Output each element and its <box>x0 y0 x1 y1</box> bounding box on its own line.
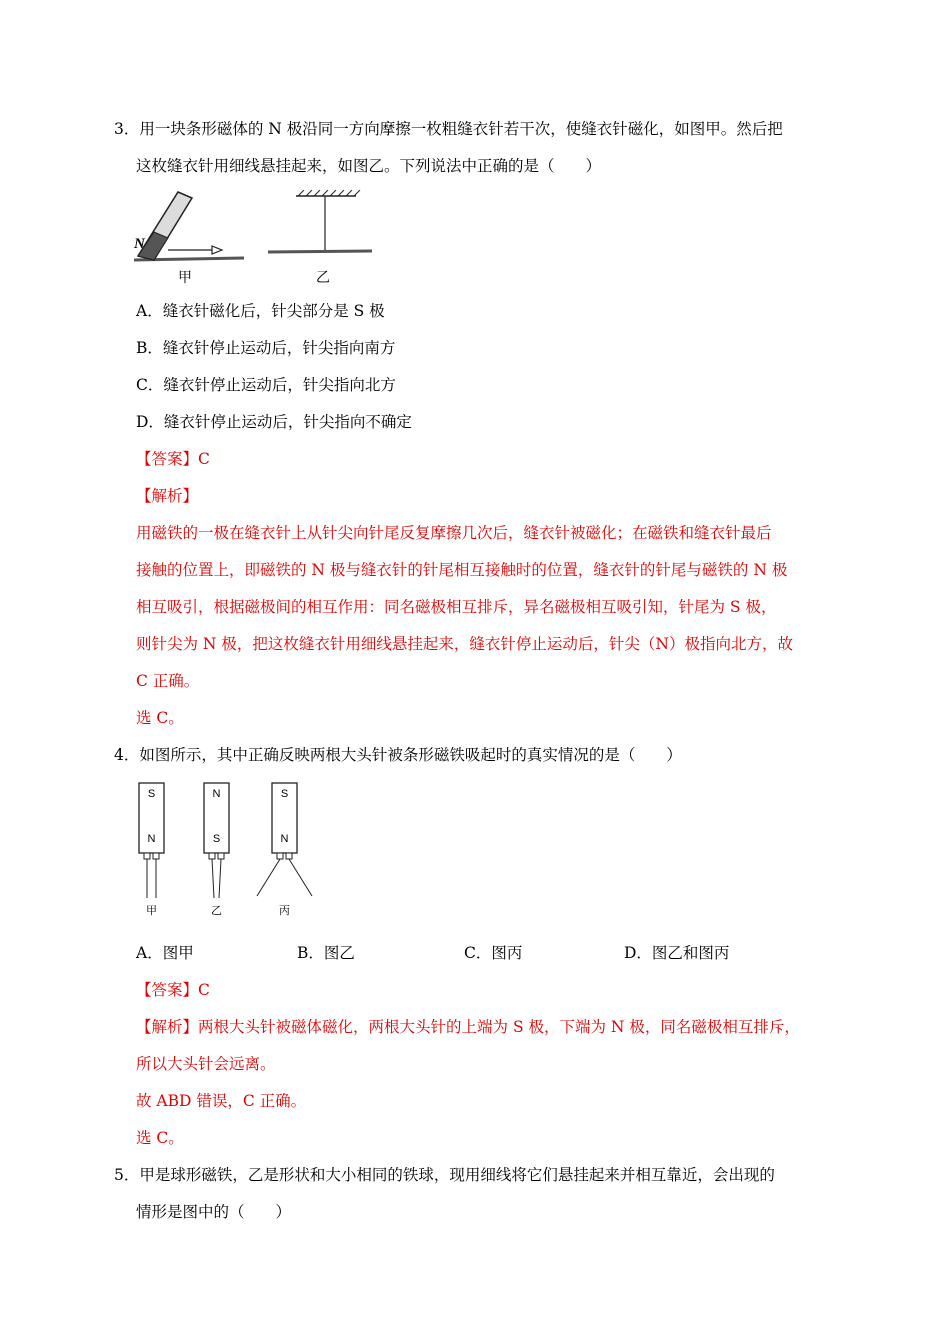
magnet-top-pole: S <box>280 788 289 800</box>
q3-analysis-line3: 相互吸引，根据磁极间的相互作用：同名磁极相互排斥，异名磁极相互吸引知，针尾为 S 极， <box>136 598 777 616</box>
q4-conclusion: 选 C。 <box>136 1129 184 1147</box>
q4-stem: 4．如图所示，其中正确反映两根大头针被条形磁铁吸起时的真实情况的是（ ） <box>114 746 682 764</box>
pin-head-left <box>277 853 283 859</box>
pin-head-right <box>286 853 292 859</box>
magnet-top-pole: S <box>147 788 156 800</box>
q3-figure <box>132 190 382 290</box>
q4-figure <box>132 780 322 920</box>
pin-head-right <box>218 853 224 859</box>
q4-magnet-jia <box>139 783 164 917</box>
pin-right <box>219 859 221 898</box>
analysis-tag: 【解析】 <box>136 1018 199 1036</box>
q3-option-d: D．缝衣针停止运动后，针尖指向不确定 <box>136 413 412 431</box>
q3-analysis-line5: C 正确。 <box>136 672 200 690</box>
q4-magnet-bing <box>257 783 312 917</box>
q3-stem-line1: 3．用一块条形磁体的 N 极沿同一方向摩擦一枚粗缝衣针若干次，使缝衣针磁化，如图甲。然后把 <box>114 120 783 138</box>
q3-option-c: C．缝衣针停止运动后，针尖指向北方 <box>136 376 396 394</box>
magnet-bottom-pole: S <box>212 833 221 845</box>
pin-head-left <box>144 853 150 859</box>
caption: 丙 <box>279 904 290 917</box>
fig-label-n: N <box>134 236 145 252</box>
pin-right <box>289 859 312 896</box>
answer-value: C <box>198 450 210 468</box>
q4-option-b: B．图乙 <box>297 944 355 962</box>
q3-conclusion: 选 C。 <box>136 709 184 727</box>
pin-head-right <box>153 853 159 859</box>
answer-tag: 【答案】 <box>136 981 199 999</box>
q3-option-b: B．缝衣针停止运动后，针尖指向南方 <box>136 339 396 357</box>
magnet-bottom-pole: N <box>147 833 156 845</box>
q5-stem-line1: 5．甲是球形磁铁，乙是形状和大小相同的铁球，现用细线将它们悬挂起来并相互靠近，会出现的 <box>114 1166 775 1184</box>
q3-analysis-tag: 【解析】 <box>136 487 199 505</box>
q4-answer <box>136 979 210 1001</box>
analysis-text: 两根大头针被磁体磁化，两根大头针的上端为 S 极，下端为 N 极，同名磁极相互排斥， <box>198 1018 800 1036</box>
needle-yi <box>268 251 372 252</box>
q3-stem-line2: 这枚缝衣针用细线悬挂起来，如图乙。下列说法中正确的是（ ） <box>136 157 602 175</box>
ceiling-hatch <box>298 190 360 196</box>
q5-stem-line2: 情形是图中的（ ） <box>136 1203 292 1221</box>
q3-analysis-line2: 接触的位置上，即磁铁的 N 极与缝衣针的针尾相互接触时的位置，缝衣针的针尾与磁铁的 N 极 <box>136 561 788 579</box>
pin-left <box>212 859 214 898</box>
answer-tag: 【答案】 <box>136 450 199 468</box>
q3-analysis-line4: 则针尖为 N 极，把这枚缝衣针用细线悬挂起来，缝衣针停止运动后，针尖（N）极指向北方，故 <box>136 635 793 653</box>
q4-option-c: C．图丙 <box>464 944 523 962</box>
q3-answer <box>136 448 210 470</box>
pin-left <box>257 859 280 896</box>
q4-option-d: D．图乙和图丙 <box>624 944 730 962</box>
pin-head-left <box>209 853 215 859</box>
magnet-bottom-pole: N <box>280 833 289 845</box>
magnet-top-pole: N <box>212 788 221 800</box>
q4-analysis-line1 <box>136 1016 800 1038</box>
motion-arrow-head <box>212 246 222 254</box>
fig-caption-jia: 甲 <box>178 270 192 286</box>
answer-value: C <box>198 981 210 999</box>
caption: 乙 <box>211 904 222 917</box>
q4-analysis-line2: 所以大头针会远离。 <box>136 1055 276 1073</box>
q3-option-a: A．缝衣针磁化后，针尖部分是 S 极 <box>136 302 385 320</box>
q3-analysis-line1: 用磁铁的一极在缝衣针上从针尖向针尾反复摩擦几次后，缝衣针被磁化；在磁铁和缝衣针最后 <box>136 524 772 542</box>
q4-analysis-line3: 故 ABD 错误，C 正确。 <box>136 1092 307 1110</box>
fig-caption-yi: 乙 <box>316 270 330 286</box>
q3-figure-yi <box>268 190 372 286</box>
q4-magnet-yi <box>204 783 229 917</box>
q3-figure-jia <box>133 192 244 286</box>
q4-option-a: A．图甲 <box>136 944 194 962</box>
caption: 甲 <box>146 904 157 917</box>
